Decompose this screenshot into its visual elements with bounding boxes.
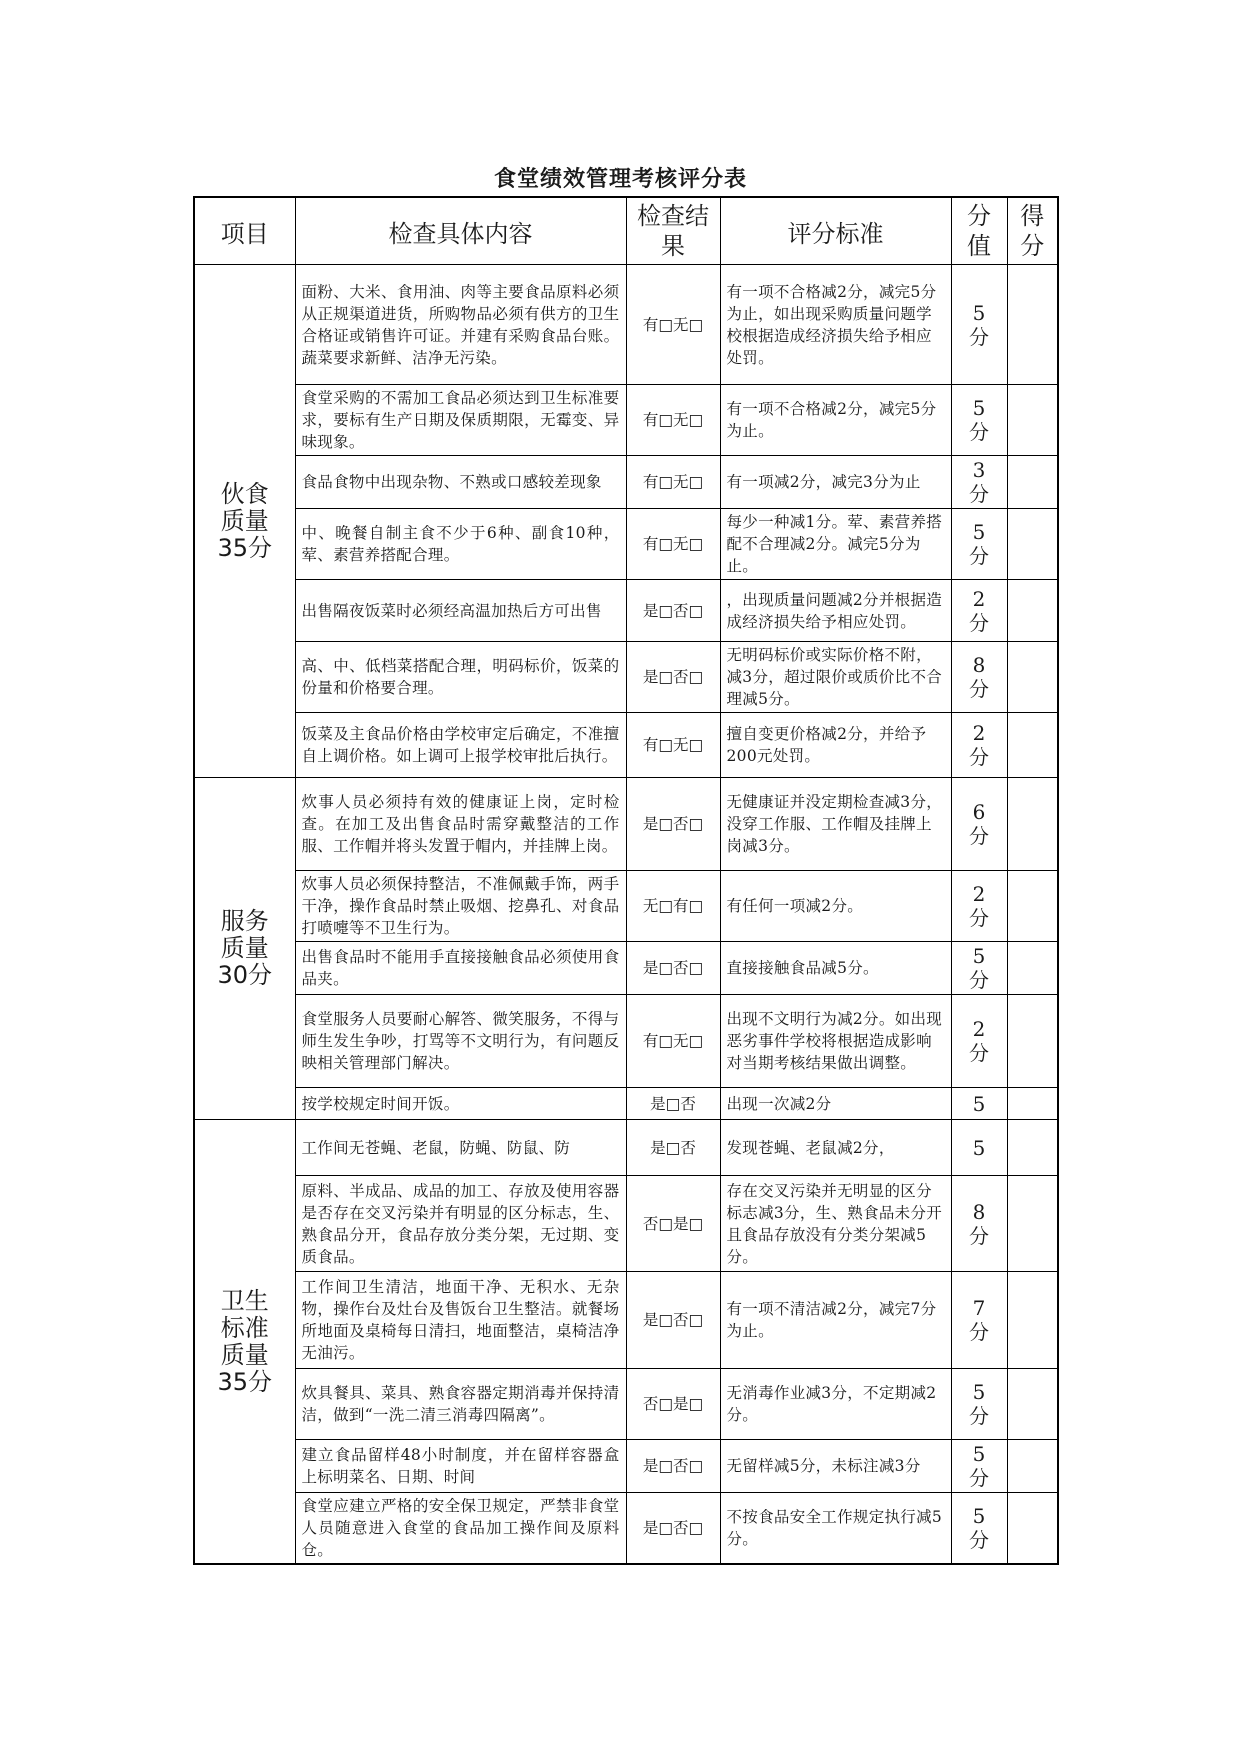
table-row — [194, 942, 1058, 995]
row-content: 食堂采购的不需加工食品必须达到卫生标准要求，要标有生产日期及保质期限，无霉变、异味现象。 — [295, 385, 626, 456]
row-points: 7分 — [951, 1272, 1007, 1369]
result-checkbox[interactable]: 是□否□ — [626, 1272, 720, 1369]
row-points: 8分 — [951, 1176, 1007, 1272]
row-points: 5分 — [951, 385, 1007, 456]
score-input-cell[interactable] — [1007, 1440, 1058, 1493]
row-criteria: 有一项不合格减2分，减完5分为止。 — [720, 385, 951, 456]
table-row — [194, 509, 1058, 580]
table-row — [194, 1176, 1058, 1272]
row-criteria: 有一项不清洁减2分，减完7分为止。 — [720, 1272, 951, 1369]
table-row — [194, 1369, 1058, 1440]
row-criteria: 出现不文明行为减2分。如出现恶劣事件学校将根据造成影响对当期考核结果做出调整。 — [720, 995, 951, 1088]
score-input-cell[interactable] — [1007, 642, 1058, 713]
row-points: 2分 — [951, 580, 1007, 642]
score-input-cell[interactable] — [1007, 456, 1058, 509]
row-points: 5 — [951, 1120, 1007, 1176]
row-content: 炊事人员必须保持整洁，不准佩戴手饰，两手干净，操作食品时禁止吸烟、挖鼻孔、对食品打喷嚏等不卫生行为。 — [295, 871, 626, 942]
result-checkbox[interactable]: 是□否□ — [626, 1493, 720, 1565]
row-content: 高、中、低档菜搭配合理，明码标价，饭菜的份量和价格要合理。 — [295, 642, 626, 713]
row-content: 工作间卫生清洁，地面干净、无积水、无杂物，操作台及灶台及售饭台卫生整洁。就餐场所地面及桌椅每日清扫，地面整洁，桌椅洁净无油污。 — [295, 1272, 626, 1369]
score-input-cell[interactable] — [1007, 995, 1058, 1088]
category-hygiene-quality: 卫生标准质量35分 — [194, 1120, 295, 1565]
table-row — [194, 265, 1058, 385]
score-input-cell[interactable] — [1007, 1493, 1058, 1565]
table-row — [194, 995, 1058, 1088]
result-checkbox[interactable]: 是□否□ — [626, 642, 720, 713]
header-points: 分值 — [951, 197, 1007, 265]
row-criteria: 无留样减5分，未标注减3分 — [720, 1440, 951, 1493]
result-checkbox[interactable]: 有□无□ — [626, 713, 720, 778]
header-earned: 得分 — [1007, 197, 1058, 265]
category-service-quality: 服务质量30分 — [194, 778, 295, 1120]
row-content: 饭菜及主食品价格由学校审定后确定，不准擅自上调价格。如上调可上报学校审批后执行。 — [295, 713, 626, 778]
row-points: 2分 — [951, 871, 1007, 942]
result-checkbox[interactable]: 是□否□ — [626, 942, 720, 995]
header-criteria: 评分标准 — [720, 197, 951, 265]
result-checkbox[interactable]: 是□否 — [626, 1120, 720, 1176]
table-row — [194, 385, 1058, 456]
row-points: 8分 — [951, 642, 1007, 713]
score-input-cell[interactable] — [1007, 265, 1058, 385]
row-content: 出售隔夜饭菜时必须经高温加热后方可出售 — [295, 580, 626, 642]
scoring-table — [193, 196, 1059, 1565]
table-row — [194, 1493, 1058, 1565]
result-checkbox[interactable]: 否□是□ — [626, 1369, 720, 1440]
score-input-cell[interactable] — [1007, 871, 1058, 942]
row-criteria: 有任何一项减2分。 — [720, 871, 951, 942]
row-content: 出售食品时不能用手直接接触食品必须使用食品夹。 — [295, 942, 626, 995]
result-checkbox[interactable]: 有□无□ — [626, 509, 720, 580]
row-content: 食品食物中出现杂物、不熟或口感较差现象 — [295, 456, 626, 509]
row-content: 建立食品留样48小时制度，并在留样容器盒上标明菜名、日期、时间 — [295, 1440, 626, 1493]
row-criteria: ，出现质量问题减2分并根据造成经济损失给予相应处罚。 — [720, 580, 951, 642]
row-points: 6分 — [951, 778, 1007, 871]
score-input-cell[interactable] — [1007, 942, 1058, 995]
row-points: 5分 — [951, 1493, 1007, 1565]
row-criteria: 每少一种减1分。荤、素营养搭配不合理减2分。减完5分为止。 — [720, 509, 951, 580]
result-checkbox[interactable]: 有□无□ — [626, 456, 720, 509]
row-content: 食堂应建立严格的安全保卫规定，严禁非食堂人员随意进入食堂的食品加工操作间及原料仓。 — [295, 1493, 626, 1565]
row-criteria: 出现一次减2分 — [720, 1088, 951, 1120]
score-input-cell[interactable] — [1007, 385, 1058, 456]
result-checkbox[interactable]: 否□是□ — [626, 1176, 720, 1272]
result-checkbox[interactable]: 是□否□ — [626, 778, 720, 871]
row-criteria: 无消毒作业减3分，不定期减2分。 — [720, 1369, 951, 1440]
row-criteria: 无明码标价或实际价格不附，减3分，超过限价或质价比不合理减5分。 — [720, 642, 951, 713]
row-criteria: 存在交叉污染并无明显的区分标志减3分，生、熟食品未分开且食品存放没有分类分架减5分。 — [720, 1176, 951, 1272]
row-content: 面粉、大米、食用油、肉等主要食品原料必须从正规渠道进货，所购物品必须有供方的卫生合格证或销售许可证。并建有采购食品台账。蔬菜要求新鲜、洁净无污染。 — [295, 265, 626, 385]
score-input-cell[interactable] — [1007, 1120, 1058, 1176]
table-row — [194, 642, 1058, 713]
score-input-cell[interactable] — [1007, 1088, 1058, 1120]
row-content: 食堂服务人员要耐心解答、微笑服务，不得与师生发生争吵，打骂等不文明行为，有问题反映相关管理部门解决。 — [295, 995, 626, 1088]
result-checkbox[interactable]: 是□否□ — [626, 1440, 720, 1493]
score-input-cell[interactable] — [1007, 1272, 1058, 1369]
row-points: 5 — [951, 1088, 1007, 1120]
result-checkbox[interactable]: 是□否□ — [626, 580, 720, 642]
row-points: 5分 — [951, 942, 1007, 995]
row-content: 中、晚餐自制主食不少于6种、副食10种，荤、素营养搭配合理。 — [295, 509, 626, 580]
header-content: 检查具体内容 — [295, 197, 626, 265]
score-input-cell[interactable] — [1007, 509, 1058, 580]
category-food-quality: 伙食质量35分 — [194, 265, 295, 778]
result-checkbox[interactable]: 有□无□ — [626, 265, 720, 385]
row-content: 原料、半成品、成品的加工、存放及使用容器是否存在交叉污染并有明显的区分标志，生、熟食品分开，食品存放分类分架，无过期、变质食品。 — [295, 1176, 626, 1272]
table-row — [194, 778, 1058, 871]
form-title: 食堂绩效管理考核评分表 — [493, 167, 747, 192]
header-row — [194, 197, 1058, 265]
score-input-cell[interactable] — [1007, 713, 1058, 778]
row-criteria: 直接接触食品减5分。 — [720, 942, 951, 995]
row-points: 2分 — [951, 713, 1007, 778]
header-item: 项目 — [194, 197, 295, 265]
result-checkbox[interactable]: 有□无□ — [626, 385, 720, 456]
table-row — [194, 1272, 1058, 1369]
score-input-cell[interactable] — [1007, 778, 1058, 871]
table-row — [194, 1088, 1058, 1120]
result-checkbox[interactable]: 是□否 — [626, 1088, 720, 1120]
row-content: 按学校规定时间开饭。 — [295, 1088, 626, 1120]
header-result: 检查结果 — [626, 197, 720, 265]
row-criteria: 无健康证并没定期检查减3分，没穿工作服、工作帽及挂牌上岗减3分。 — [720, 778, 951, 871]
result-checkbox[interactable]: 有□无□ — [626, 995, 720, 1088]
row-points: 2分 — [951, 995, 1007, 1088]
table-row — [194, 456, 1058, 509]
table-row — [194, 1120, 1058, 1176]
table-row — [194, 871, 1058, 942]
row-points: 5分 — [951, 1440, 1007, 1493]
row-points: 5分 — [951, 265, 1007, 385]
table-row — [194, 713, 1058, 778]
row-criteria: 擅自变更价格减2分，并给予200元处罚。 — [720, 713, 951, 778]
row-content: 炊事人员必须持有效的健康证上岗，定时检查。在加工及出售食品时需穿戴整洁的工作服、工作帽并将头发置于帽内，并挂牌上岗。 — [295, 778, 626, 871]
row-content: 炊具餐具、菜具、熟食容器定期消毒并保持清洁，做到“一洗二清三消毒四隔离”。 — [295, 1369, 626, 1440]
score-input-cell[interactable] — [1007, 1369, 1058, 1440]
row-points: 5分 — [951, 1369, 1007, 1440]
row-points: 5分 — [951, 509, 1007, 580]
table-row — [194, 1440, 1058, 1493]
table-row — [194, 580, 1058, 642]
row-points: 3分 — [951, 456, 1007, 509]
row-content: 工作间无苍蝇、老鼠，防蝇、防鼠、防 — [295, 1120, 626, 1176]
score-input-cell[interactable] — [1007, 1176, 1058, 1272]
row-criteria: 发现苍蝇、老鼠减2分， — [720, 1120, 951, 1176]
row-criteria: 有一项不合格减2分，减完5分为止，如出现采购质量问题学校根据造成经济损失给予相应处罚。 — [720, 265, 951, 385]
row-criteria: 不按食品安全工作规定执行减5分。 — [720, 1493, 951, 1565]
row-criteria: 有一项减2分，减完3分为止 — [720, 456, 951, 509]
result-checkbox[interactable]: 无□有□ — [626, 871, 720, 942]
score-input-cell[interactable] — [1007, 580, 1058, 642]
